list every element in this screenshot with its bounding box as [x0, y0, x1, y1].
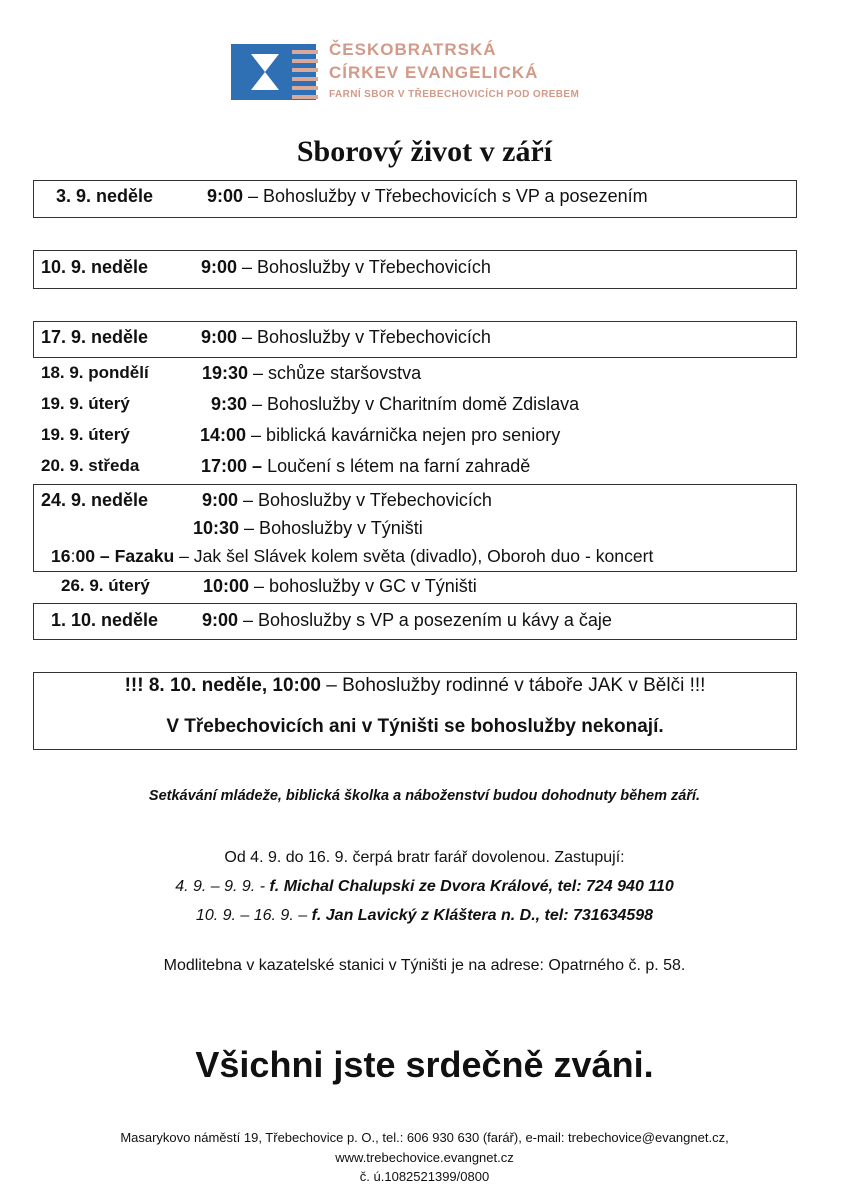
event-detail-8c	[51, 546, 653, 567]
event-detail-9	[203, 576, 477, 597]
event-row-4	[41, 363, 149, 383]
substitute-dates: 10. 9. – 16. 9. –	[195, 907, 312, 924]
footer-account: č. ú.1082521399/0800	[359, 1169, 490, 1184]
notice-line1	[33, 675, 797, 697]
substitute-dates: 4. 9. – 9. 9. -	[175, 878, 270, 895]
event-date: 3. 9. neděle	[56, 186, 154, 206]
event-time: 14:00	[200, 425, 247, 445]
event-text: – Bohoslužby v Třebechovicích	[237, 327, 491, 347]
substitute-name: f. Michal Chalupski ze Dvora Králové, tel: 724 940 110	[269, 878, 674, 895]
event-time: 9:00	[202, 490, 239, 510]
event-date: 1. 10. neděle	[51, 610, 159, 630]
event-detail-10	[202, 610, 612, 631]
event-text: – Bohoslužby v Třebechovicích s VP a posezením	[243, 186, 648, 206]
address-note: Modlitebna v kazatelské stanici v Týništi je na adrese: Opatrného č. p. 58.	[163, 957, 686, 974]
event-time: 9:00	[201, 257, 238, 277]
event-time: 10:00	[203, 576, 250, 596]
event-row-6	[41, 425, 130, 445]
event-text: Loučení s létem na farní zahradě	[262, 456, 531, 476]
footer-address: Masarykovo náměstí 19, Třebechovice p. O., tel.: 606 930 630 (farář), e-mail: trebechovice@evangnet.cz,	[120, 1130, 729, 1145]
event-time: 9:00	[201, 327, 238, 347]
event-date: 10. 9. neděle	[41, 257, 149, 277]
event-detail-8	[202, 490, 492, 511]
event-detail-8b	[193, 518, 423, 539]
event-time-hour: 16	[51, 546, 71, 566]
event-text: – schůze staršovstva	[248, 363, 422, 383]
event-row-8	[41, 490, 148, 511]
event-date-day: 20	[41, 456, 60, 475]
notice-text: – Bohoslužby rodinné v táboře JAK v Bělči !!!	[320, 675, 706, 696]
event-text: – Bohoslužby s VP a posezením u kávy a čaje	[238, 610, 612, 630]
event-row-1	[56, 186, 153, 207]
event-date: 17. 9. neděle	[41, 327, 149, 347]
logo-stripes	[292, 44, 318, 100]
event-text: – Bohoslužby v Týništi	[239, 518, 423, 538]
event-date: 18. 9. pondělí	[41, 363, 149, 382]
invitation-heading: Všichni jste srdečně zváni.	[195, 1044, 654, 1085]
event-row-9	[61, 576, 150, 596]
event-time: 17:00 –	[201, 456, 263, 476]
event-time: 9:00	[207, 186, 244, 206]
logo-text-line2: CÍRKEV EVANGELICKÁ	[329, 63, 539, 82]
event-time: 9:00	[202, 610, 239, 630]
notice-date: !!! 8. 10. neděle, 10:00	[124, 675, 321, 696]
event-detail-6	[200, 425, 560, 446]
event-text: – Bohoslužby v Charitním domě Zdislava	[247, 394, 580, 414]
event-time: 9:30	[211, 394, 248, 414]
event-row-7	[41, 456, 139, 476]
footer-website: www.trebechovice.evangnet.cz	[335, 1150, 514, 1165]
event-text: – biblická kavárnička nejen pro seniory	[246, 425, 561, 445]
event-detail-7	[201, 456, 530, 477]
event-text: – Jak šel Slávek kolem světa (divadlo), Oboroh duo - koncert	[174, 546, 654, 566]
event-text: – Bohoslužby v Třebechovicích	[238, 490, 492, 510]
event-detail-1	[207, 186, 648, 207]
logo-text-line3: FARNÍ SBOR V TŘEBECHOVICÍCH POD OREBEM	[329, 89, 580, 100]
event-date: 19. 9. úterý	[41, 425, 130, 444]
event-time-rest: 00 – Fazaku	[75, 546, 175, 566]
event-text: – Bohoslužby v Třebechovicích	[237, 257, 491, 277]
event-detail-3	[201, 327, 491, 348]
event-detail-4	[202, 363, 421, 384]
event-detail-2	[201, 257, 491, 278]
substitute-1	[0, 878, 849, 896]
event-date: 19. 9. úterý	[41, 394, 130, 413]
youth-note: Setkávání mládeže, biblická školka a náboženství budou dohodnuty během září.	[148, 788, 701, 804]
event-row-5	[41, 394, 130, 414]
event-time-sep: :	[70, 546, 76, 566]
substitute-2	[0, 907, 849, 925]
event-row-10	[51, 610, 158, 631]
event-detail-5	[211, 394, 579, 415]
event-row-3	[41, 327, 148, 348]
event-row-2	[41, 257, 148, 278]
event-date: 26. 9. úterý	[61, 576, 150, 595]
notice-line2: V Třebechovicích ani v Týništi se bohoslužby nekonají.	[166, 716, 664, 737]
event-text: – bohoslužby v GC v Týništi	[249, 576, 477, 596]
logo-text-line1: ČESKOBRATRSKÁ	[329, 40, 497, 59]
event-time: 19:30	[202, 363, 249, 383]
event-time: 10:30	[193, 518, 240, 538]
substitute-name: f. Jan Lavický z Kláštera n. D., tel: 731634598	[311, 907, 654, 924]
event-date: 24. 9. neděle	[41, 490, 149, 510]
page-title: Sborový život v září	[296, 135, 553, 168]
vacation-line: Od 4. 9. do 16. 9. čerpá bratr farář dovolenou. Zastupují:	[224, 849, 625, 866]
event-date-rest: . 9. středa	[59, 456, 140, 475]
